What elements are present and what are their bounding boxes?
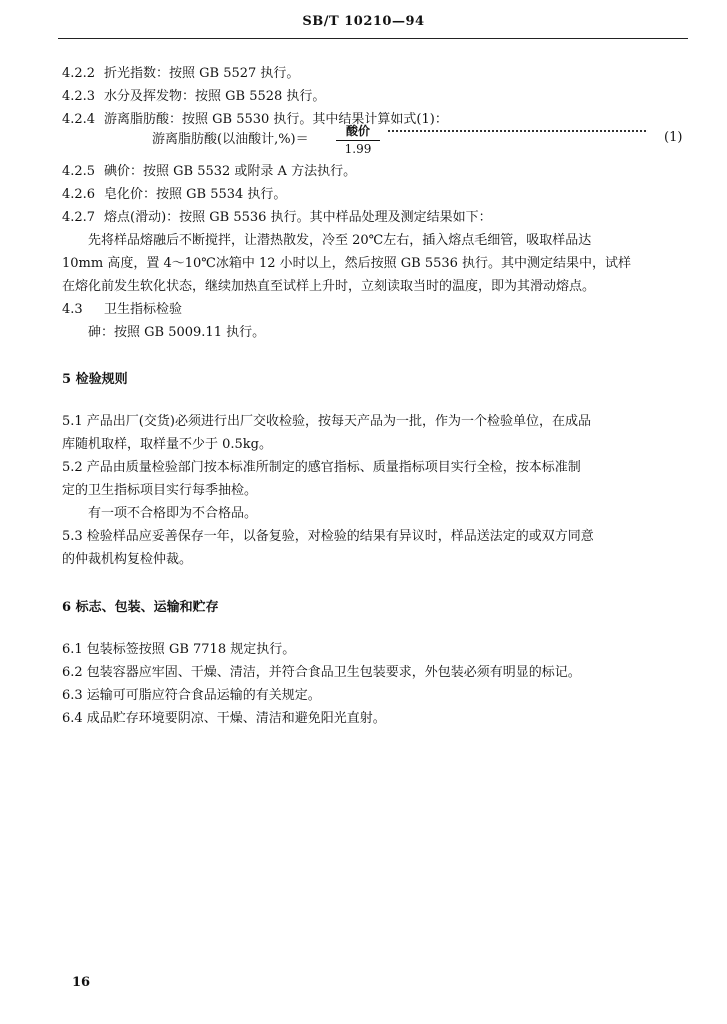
document-code-header: SB/T 10210—94 — [302, 14, 425, 29]
melt-para-line-1: 先将样品熔融后不断搅拌，让潜热散发，冷至 20℃左右，插入熔点毛细管，吸取样品达 — [88, 233, 592, 248]
formula-lhs: 游离脂肪酸(以油酸计,%)＝ — [152, 132, 309, 147]
equation-number: (1) — [664, 130, 683, 145]
item-number: 4.2.2 — [62, 66, 96, 81]
para-5-2-line-1: 5.2 产品由质量检验部门按本标准所制定的感官指标、质量指标项目实行全检，按本标准制 — [62, 460, 581, 475]
formula-leader-dots — [388, 130, 646, 132]
formula-denominator: 1.99 — [344, 142, 372, 156]
item-text: 皂化价：按照 GB 5534 执行。 — [104, 187, 287, 202]
item-4-2-6 — [62, 183, 286, 202]
para-5-3-line-1: 5.3 检验样品应妥善保存一年，以备复验，对检验的结果有异议时，样品送法定的或双方同意 — [62, 529, 594, 544]
page-number: 16 — [72, 975, 91, 990]
item-6-3: 6.3 运输可可脂应符合食品运输的有关规定。 — [62, 688, 321, 703]
para-5-2-note: 有一项不合格即为不合格品。 — [88, 506, 258, 521]
para-5-2-line-2: 定的卫生指标项目实行每季抽检。 — [62, 483, 258, 498]
formula-numerator: 酸价 — [336, 122, 380, 141]
section-5-heading: 5 检验规则 — [62, 372, 128, 387]
para-5-1-line-2: 库随机取样，取样量不少于 0.5kg。 — [62, 437, 273, 452]
item-6-1: 6.1 包装标签按照 GB 7718 规定执行。 — [62, 642, 296, 657]
para-5-1-line-1: 5.1 产品出厂(交货)必须进行出厂交收检验，按每天产品为一批，作为一个检验单位，在成品 — [62, 414, 591, 429]
item-4-2-5 — [62, 160, 356, 179]
arsenic-line: 砷：按照 GB 5009.11 执行。 — [88, 325, 266, 340]
item-4-2-7 — [62, 206, 492, 225]
melt-para-line-2: 10mm 高度，置 4～10℃冰箱中 12 小时以上，然后按照 GB 5536 执行。其中测定结果中，试样 — [62, 256, 632, 271]
section-number: 4.3 — [62, 302, 83, 317]
item-number: 4.2.5 — [62, 164, 96, 179]
item-number: 4.2.4 — [62, 112, 96, 127]
item-text: 游离脂肪酸：按照 GB 5530 执行。其中结果计算如式(1)： — [104, 112, 448, 127]
item-6-4: 6.4 成品贮存环境要阴凉、干燥、清洁和避免阳光直射。 — [62, 711, 386, 726]
item-text: 水分及挥发物：按照 GB 5528 执行。 — [104, 89, 326, 104]
item-4-2-4 — [62, 108, 448, 127]
item-text: 折光指数：按照 GB 5527 执行。 — [104, 66, 300, 81]
item-4-2-3 — [62, 85, 325, 104]
item-text: 碘价：按照 GB 5532 或附录 A 方法执行。 — [104, 164, 357, 179]
header-rule — [58, 38, 688, 39]
section-title: 卫生指标检验 — [104, 302, 183, 317]
item-text: 熔点(滑动)：按照 GB 5536 执行。其中样品处理及测定结果如下： — [104, 210, 492, 225]
para-5-3-line-2: 的仲裁机构复检仲裁。 — [62, 552, 193, 567]
item-number: 4.2.3 — [62, 89, 96, 104]
section-6-heading: 6 标志、包装、运输和贮存 — [62, 600, 219, 615]
item-6-2: 6.2 包装容器应牢固、干燥、清洁，并符合食品卫生包装要求，外包装必须有明显的标记。 — [62, 665, 581, 680]
item-number: 4.2.6 — [62, 187, 96, 202]
item-number: 4.2.7 — [62, 210, 96, 225]
section-4-3-heading — [62, 298, 182, 317]
formula-fraction — [336, 122, 380, 156]
item-4-2-2 — [62, 62, 299, 81]
melt-para-line-3: 在熔化前发生软化状态，继续加热直至试样上升时，立刻读取当时的温度，即为其滑动熔点。 — [62, 279, 596, 294]
